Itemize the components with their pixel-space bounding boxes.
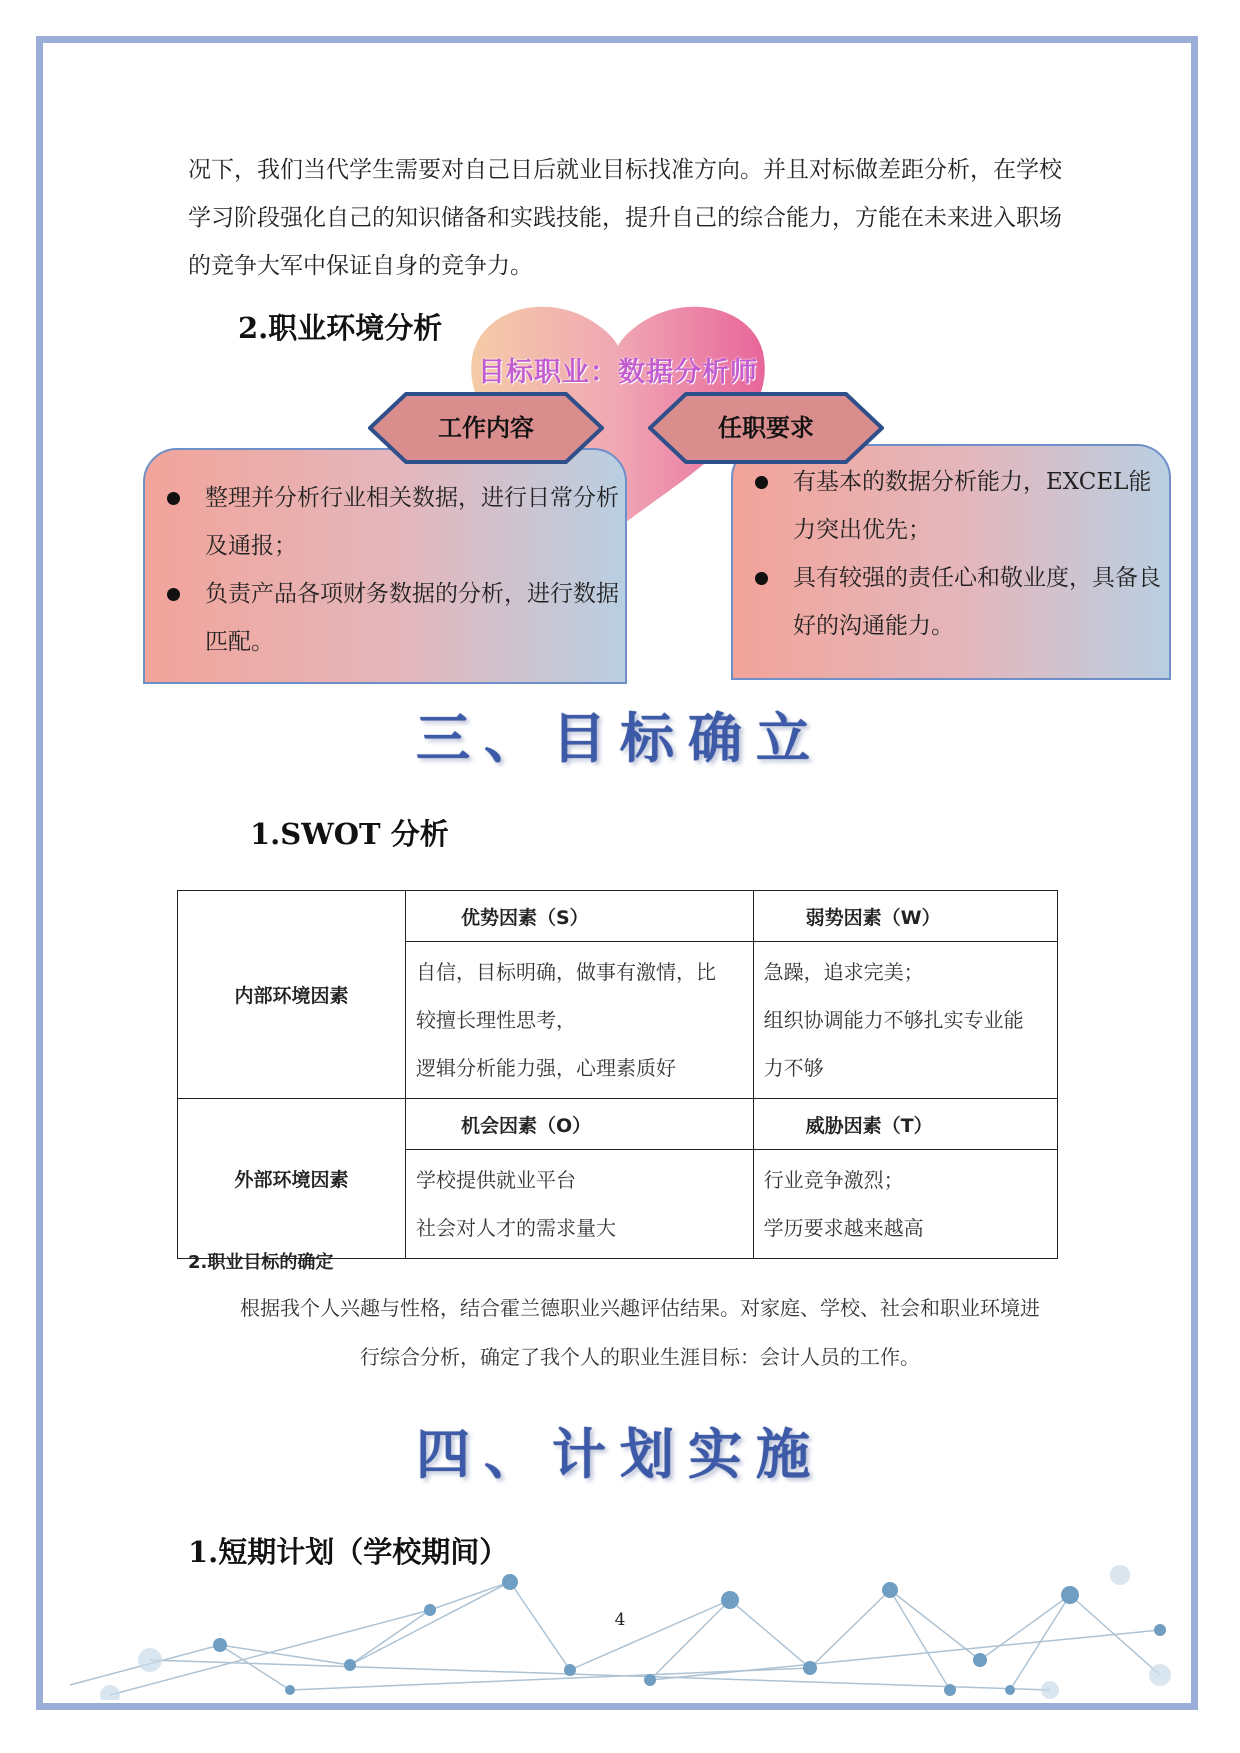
opportunities-cell: 学校提供就业平台 社会对人才的需求量大 bbox=[406, 1150, 754, 1259]
table-row bbox=[178, 891, 1058, 942]
list-item: 负责产品各项财务数据的分析，进行数据匹配。 bbox=[145, 570, 625, 666]
table-row bbox=[178, 1099, 1058, 1150]
page-number: 4 bbox=[614, 1610, 626, 1630]
target-job-title: 目标职业：数据分析师 bbox=[478, 357, 758, 388]
list-item: 有基本的数据分析能力，EXCEL能力突出优先； bbox=[733, 458, 1169, 554]
goal-line-2: 行综合分析，确定了我个人的职业生涯目标：会计人员的工作。 bbox=[360, 1345, 920, 1369]
list-item: 具有较强的责任心和敬业度，具备良好的沟通能力。 bbox=[733, 554, 1169, 650]
goal-line-1: 根据我个人兴趣与性格，结合霍兰德职业兴趣评估结果。对家庭、学校、社会和职业环境进 bbox=[240, 1296, 1040, 1320]
section-3-title: 三、目标确立 bbox=[416, 707, 824, 770]
weaknesses-cell: 急躁，追求完美； 组织协调能力不够扎实专业能 力不够 bbox=[753, 942, 1057, 1099]
list-item: 整理并分析行业相关数据，进行日常分析及通报； bbox=[145, 474, 625, 570]
swot-heading: 1.SWOT 分析 bbox=[250, 817, 449, 851]
short-term-plan-heading: 1.短期计划（学校期间） bbox=[188, 1535, 509, 1569]
bullet-icon bbox=[755, 476, 768, 489]
strengths-cell: 自信，目标明确，做事有激情，比 较擅长理性思考， 逻辑分析能力强，心理素质好 bbox=[406, 942, 754, 1099]
env-heading: 2.职业环境分析 bbox=[238, 311, 443, 345]
swot-table bbox=[177, 890, 1058, 1259]
opportunities-header: 机会因素（O） bbox=[406, 1099, 754, 1150]
section-4-title: 四、计划实施 bbox=[416, 1423, 824, 1486]
internal-factors-label: 内部环境因素 bbox=[178, 891, 406, 1099]
threats-header: 威胁因素（T） bbox=[753, 1099, 1057, 1150]
weaknesses-header: 弱势因素（W） bbox=[753, 891, 1057, 942]
job-requirements-card bbox=[731, 444, 1171, 680]
strengths-header: 优势因素（S） bbox=[406, 891, 754, 942]
intro-paragraph: 况下，我们当代学生需要对自己日后就业目标找准方向。并且对标做差距分析，在学校学习阶段强化自己的知识储备和实践技能，提升自己的综合能力，方能在未来进入职场的竞争大军中保证自身的竞争力。 bbox=[188, 157, 1062, 279]
external-factors-label: 外部环境因素 bbox=[178, 1099, 406, 1259]
bullet-icon bbox=[167, 492, 180, 505]
threats-cell: 行业竞争激烈； 学历要求越来越高 bbox=[753, 1150, 1057, 1259]
goal-heading: 2.职业目标的确定 bbox=[188, 1252, 334, 1273]
work-content-tag: 工作内容 bbox=[438, 414, 534, 442]
bullet-icon bbox=[755, 572, 768, 585]
work-content-card bbox=[143, 448, 627, 684]
job-requirements-tag: 任职要求 bbox=[718, 414, 814, 442]
bullet-icon bbox=[167, 588, 180, 601]
